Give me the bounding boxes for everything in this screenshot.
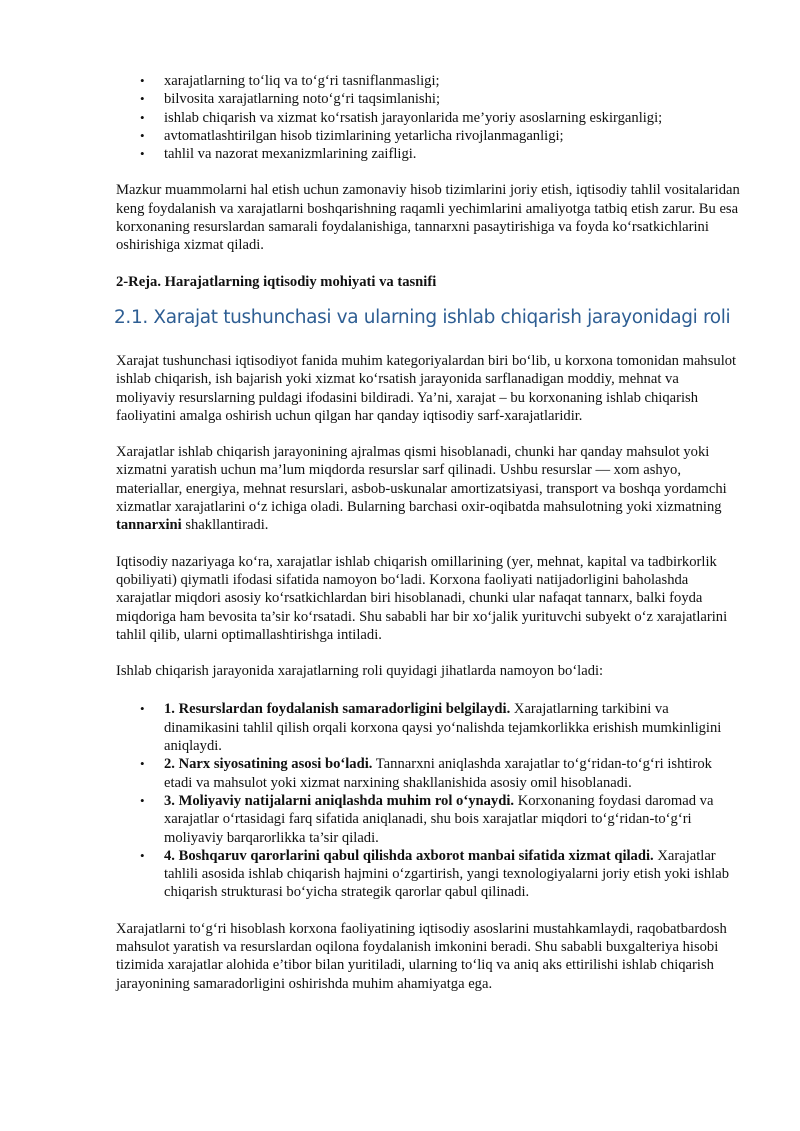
- bold-term: tannarxini: [116, 517, 182, 534]
- bullet-icon: •: [140, 91, 145, 107]
- bullet-icon: •: [140, 756, 145, 772]
- list-item: • 4. Boshqaruv qarorlarini qabul qilishda axborot manbai sifatida xizmat qiladi. Xarajatlar tahlili asosida ishlab chiqarish hajmini o‘zgartirish, yangi texnologiyalarni joriy etish yoki ishlab chiqarish strukturasi bo‘yicha strategik qarorlar qabul qilinadi.: [140, 847, 729, 901]
- bullet-icon: •: [140, 127, 145, 143]
- list-item: • 2. Narx siyosatining asosi bo‘ladi. Tannarxni aniqlashda xarajatlar to‘g‘ridan-to‘g‘ri ishtirok etadi va mahsulot yoki xizmat narxining shakllanishida asosiy omil hisoblanadi.: [140, 756, 712, 791]
- paragraph-economic-theory: Iqtisodiy nazariyaga ko‘ra, xarajatlar ishlab chiqarish omillarining (yer, mehnat, kapital va tadbirkorlik qobiliyati) qiymatli ifodasi sifatida namoyon bo‘ladi. Korxona faoliyati natijadorligini baholashda xarajatlar miqdori asosiy ko‘rsatkichlardan biri hisoblanadi, chunki ular nafaqat tannarx, balki foyda miqdoriga ham bevosita ta’sir ko‘rsatadi. Shu sababli har bir xo‘jalik yurituvchi subyekt o‘z xarajatlarini tahlil qilib, ularni optimallashtirishga intiladi.: [116, 553, 728, 643]
- bullet-icon: •: [140, 109, 145, 125]
- paragraph-definition: Xarajat tushunchasi iqtisodiyot fanida muhim kategoriyalardan biri bo‘lib, u korxona tomonidan mahsulot ishlab chiqarish, ish bajarish yoki xizmat ko‘rsatish jarayonida sarflanadigan moddiy, mehnat va moliyaviy resurslarning puldagi ifodasini bildiradi. Ya’ni, xarajat – bu korxonaning ishlab chiqarish faoliyatini amalga oshirish uchun qilgan har qanday iqtisodiy sarf-xarajatlaridir.: [116, 352, 737, 424]
- deficiency-list: [116, 72, 740, 163]
- list-item: • bilvosita xarajatlarning noto‘g‘ri taqsimlanishi;: [140, 91, 441, 108]
- paragraph-roles-intro: Ishlab chiqarish jarayonida xarajatlarning roli quyidagi jihatlarda namoyon bo‘ladi:: [116, 663, 604, 680]
- bullet-icon: •: [140, 792, 145, 808]
- list-item: • 3. Moliyaviy natijalarni aniqlashda muhim rol o‘ynaydi. Korxonaning foydasi daromad va xarajatlar o‘rtasidagi farq sifatida aniqlanadi, shu bois xarajatlar miqdori to‘g‘ridan-to‘g‘ri moliyaviy barqarorlikka ta’sir qiladi.: [140, 792, 714, 846]
- bullet-icon: •: [140, 73, 145, 88]
- bullet-icon: •: [140, 847, 145, 863]
- paragraph-solutions: Mazkur muammolarni hal etish uchun zamonaviy hisob tizimlarini joriy etish, iqtisodiy tahlil vositalaridan keng foydalanish va xarajatlarni boshqarishning raqamli yechimlarini amaliyotga tatbiq etish zarur. Bu esa korxonaning resurslardan samarali foydalanishiga, tannarxni pasaytirishiga va foyda ko‘rsatkichlarini oshirishiga xizmat qiladi.: [116, 182, 740, 254]
- paragraph-cost-composition: Xarajatlar ishlab chiqarish jarayonining ajralmas qismi hisoblanadi, chunki har qanday mahsulot yoki xizmatni yaratish uchun ma’lum miqdorda resurslar sarf qilinadi. Ushbu resurslar — xom ashyo, materiallar, energiya, mehnat resurslari, asbob-uskunalar amortizatsiyasi, transport va boshqa yordamchi xizmatlar xarajatlarini o‘z ichiga oladi. Bularning barchasi oxir-oqibatda mahsulotning yoki xizmatning tannarxini shakllantiradi.: [116, 444, 727, 534]
- list-item: • 1. Resurslardan foydalanish samaradorligini belgilaydi. Xarajatlarning tarkibini va dinamikasini tahlil qilish orqali korxona qaysi yo‘nalishda tejamkorlikka erishish mumkinligini aniqlaydi.: [140, 701, 722, 755]
- plan-heading: 2-Reja. Harajatlarning iqtisodiy mohiyati va tasnifi: [116, 273, 437, 290]
- bullet-icon: •: [140, 701, 145, 717]
- document-page: [116, 72, 740, 1011]
- list-item: • ishlab chiqarish va xizmat ko‘rsatish jarayonlarida me’yoriy asoslarning eskirganligi;: [140, 109, 663, 126]
- bullet-icon: •: [140, 146, 145, 162]
- list-item: • avtomatlashtirilgan hisob tizimlarining yetarlicha rivojlanmaganligi;: [140, 127, 564, 144]
- roles-list: [116, 700, 740, 901]
- paragraph-conclusion: Xarajatlarni to‘g‘ri hisoblash korxona faoliyatining iqtisodiy asoslarini mustahkamlaydi, raqobatbardosh mahsulot yaratish va resurslardan oqilona foydalanish imkonini beradi. Shu sababli buxgalteriya hisobi tizimida xarajatlar alohida e’tibor bilan yuritiladi, ularning to‘liq va aniq aks ettirilishi ishlab chiqarish jarayonining samaradorligini oshirishda muhim ahamiyatga ega.: [116, 920, 727, 992]
- list-item: • xarajatlarning to‘liq va to‘g‘ri tasniflanmasligi;: [140, 73, 440, 89]
- list-item: • tahlil va nazorat mexanizmlarining zaifligi.: [140, 146, 417, 163]
- section-heading: 2.1. Xarajat tushunchasi va ularning ishlab chiqarish jarayonidagi roli: [114, 306, 731, 328]
